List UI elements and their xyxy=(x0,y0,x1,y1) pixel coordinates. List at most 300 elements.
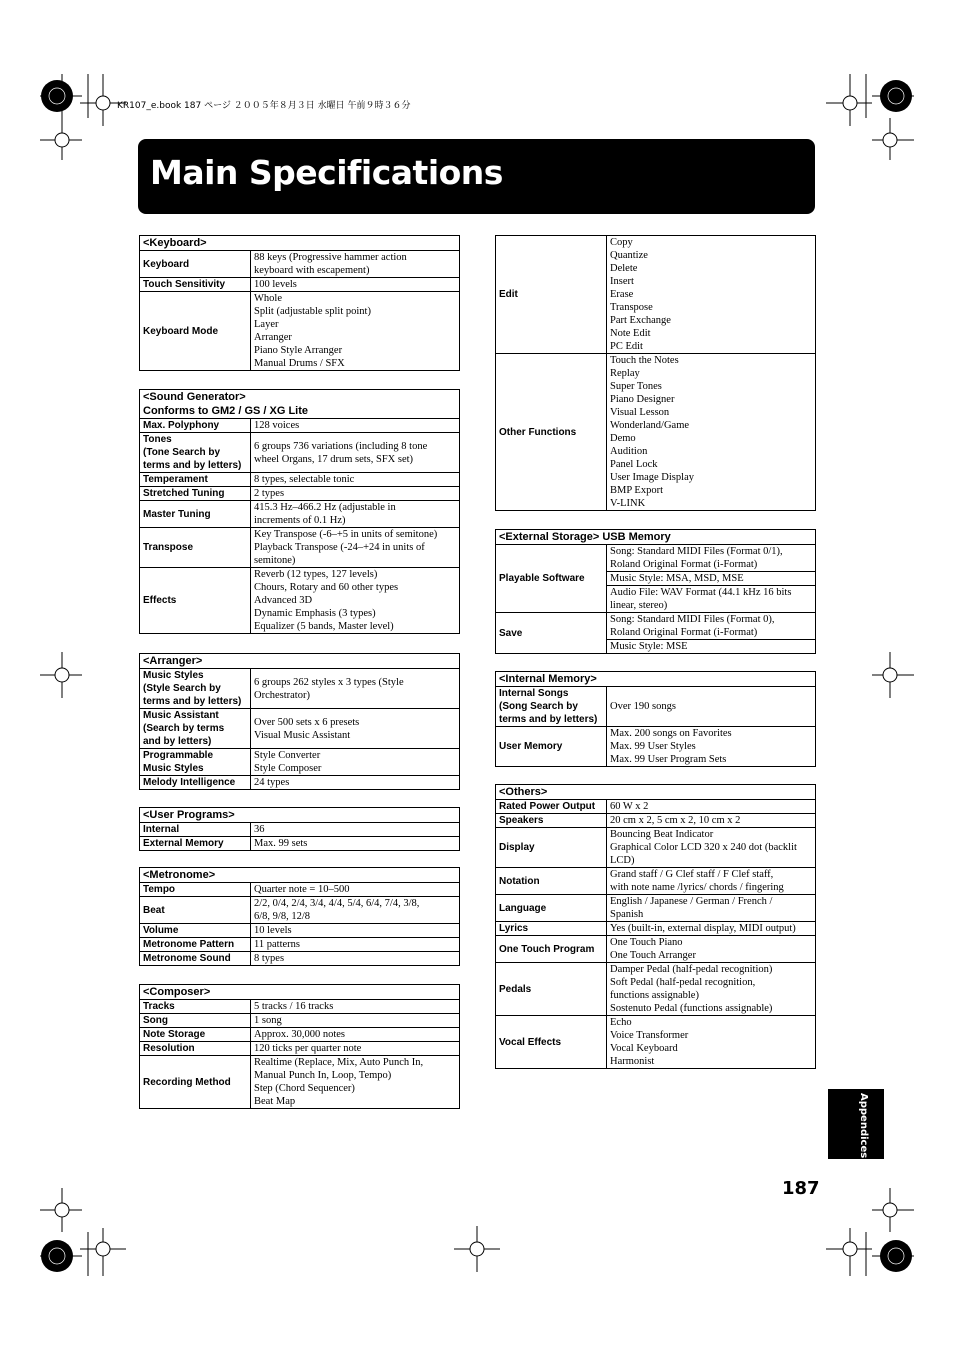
spec-label-line: Metronome Pattern xyxy=(143,939,235,950)
composer-table xyxy=(139,984,460,1109)
keyboard-table xyxy=(139,235,460,371)
spec-label xyxy=(496,868,607,895)
spec-value-line: 36 xyxy=(254,824,265,835)
spec-value-line: wheel Organs, 17 drum sets, SFX set) xyxy=(254,453,414,465)
section-title: <Others> xyxy=(499,786,548,798)
spec-value xyxy=(607,572,816,586)
spec-value-line: Equalizer (5 bands, Master level) xyxy=(254,621,394,632)
spec-value-line: 2/2, 0/4, 2/4, 3/4, 4/4, 5/4, 6/4, 7/4, 3/8, xyxy=(254,898,420,909)
spec-label xyxy=(496,963,607,1016)
spec-row xyxy=(496,354,816,511)
spec-value-line: One Touch Arranger xyxy=(610,950,696,961)
section-header xyxy=(496,530,816,545)
spec-row xyxy=(140,501,460,528)
spec-value xyxy=(251,1042,460,1056)
spec-label-line: Lyrics xyxy=(499,923,529,934)
section-subtitle: Conforms to GM2 / GS / XG Lite xyxy=(143,405,309,417)
spec-row xyxy=(140,837,460,851)
spec-value xyxy=(251,251,460,278)
spec-row xyxy=(496,922,816,936)
spec-value-line: Spanish xyxy=(610,909,644,920)
spec-value xyxy=(251,433,460,473)
spec-value-line: Touch the Notes xyxy=(610,355,679,366)
spec-value xyxy=(607,640,816,654)
spec-row xyxy=(496,895,816,922)
spec-value-line: 8 types, selectable tonic xyxy=(254,474,355,485)
spec-value-line: User Image Display xyxy=(610,472,694,483)
spec-label xyxy=(140,669,251,709)
spec-value-line: Layer xyxy=(254,319,279,330)
spec-label xyxy=(140,1042,251,1056)
spec-value xyxy=(607,613,816,640)
spec-value-line: Yes (built-in, external display, MIDI output) xyxy=(610,923,796,934)
spec-value-line: keyboard with escapement) xyxy=(254,265,370,276)
spec-value-line: 6 groups 262 styles x 3 types (Style xyxy=(254,676,404,688)
spec-label xyxy=(140,501,251,528)
spec-row xyxy=(496,936,816,963)
spec-label xyxy=(140,749,251,776)
spec-label-line: Display xyxy=(499,842,535,853)
spec-label xyxy=(496,545,607,613)
spec-row xyxy=(496,814,816,828)
spec-value-line: Echo xyxy=(610,1017,632,1028)
spec-label-line: Transpose xyxy=(143,542,194,553)
spec-value-line: Chours, Rotary and 60 other types xyxy=(254,582,399,593)
spec-value xyxy=(607,963,816,1016)
spec-value-line: Graphical Color LCD 320 x 240 dot (backlit xyxy=(610,842,797,853)
spec-row xyxy=(496,963,816,1016)
section-title: <Sound Generator> xyxy=(143,391,246,403)
spec-value-line: Voice Transformer xyxy=(610,1030,689,1041)
spec-label-line: Tones xyxy=(143,434,172,445)
spec-row xyxy=(140,823,460,837)
title-banner xyxy=(138,139,815,214)
section-header-row xyxy=(140,985,460,1000)
spec-value xyxy=(251,1056,460,1109)
spec-label-line: terms and by letters) xyxy=(499,714,598,725)
spec-value xyxy=(607,727,816,767)
spec-value-line: Audition xyxy=(610,446,648,457)
spec-value-line: One Touch Piano xyxy=(610,937,683,948)
section-header-row xyxy=(496,530,816,545)
spec-value-line: Quantize xyxy=(610,250,648,261)
spec-value xyxy=(251,1000,460,1014)
spec-value-line: Whole xyxy=(254,293,282,304)
spec-value xyxy=(251,473,460,487)
spec-value xyxy=(607,936,816,963)
spec-label xyxy=(140,528,251,568)
spec-label xyxy=(140,1028,251,1042)
spec-label-line: Max. Polyphony xyxy=(143,420,220,431)
spec-value xyxy=(607,868,816,895)
spec-value-line: Roland Original Format (i-Format) xyxy=(610,559,758,570)
spec-label-line: Volume xyxy=(143,925,179,936)
spec-label-line: (Tone Search by xyxy=(143,447,221,458)
spec-label xyxy=(496,814,607,828)
spec-value-line: 2 types xyxy=(254,488,285,499)
spec-value-line: Reverb (12 types, 127 levels) xyxy=(254,569,378,580)
spec-label-line: (Search by terms xyxy=(143,723,225,734)
spec-value-line: Grand staff / G Clef staff / F Clef staff, xyxy=(610,869,774,880)
section-header xyxy=(140,868,460,883)
section-title: <Arranger> xyxy=(143,655,203,667)
spec-value-line: BMP Export xyxy=(610,485,663,496)
spec-value-line: Song: Standard MIDI Files (Format 0), xyxy=(610,614,775,625)
section-header-row xyxy=(140,654,460,669)
spec-value-line: 8 types xyxy=(254,953,285,964)
spec-label xyxy=(496,613,607,654)
section-header-row xyxy=(140,236,460,251)
spec-value-line: Orchestrator) xyxy=(254,689,310,701)
spec-value xyxy=(251,568,460,634)
spec-value-line: 128 voices xyxy=(254,420,300,431)
spec-value-line: Step (Chord Sequencer) xyxy=(254,1083,355,1094)
spec-label-line: Internal xyxy=(143,824,180,835)
spec-value-line: Vocal Keyboard xyxy=(610,1043,678,1054)
spec-row xyxy=(496,800,816,814)
spec-value-line: Max. 99 sets xyxy=(254,838,308,849)
spec-label-line: Notation xyxy=(499,875,540,887)
spec-value xyxy=(251,897,460,924)
spec-value-line: Delete xyxy=(610,263,638,274)
spec-value-line: 100 levels xyxy=(254,279,297,290)
section-header-row xyxy=(140,390,460,419)
spec-value-line: functions assignable) xyxy=(610,990,699,1001)
spec-row xyxy=(140,709,460,749)
spec-value-line: Damper Pedal (half-pedal recognition) xyxy=(610,964,773,975)
spec-value xyxy=(251,709,460,749)
spec-value xyxy=(251,501,460,528)
spec-label xyxy=(140,487,251,501)
page-title: Main Specifications xyxy=(150,153,503,192)
sound-generator-table xyxy=(139,389,460,634)
spec-value-line: Super Tones xyxy=(610,381,662,392)
spec-value xyxy=(251,823,460,837)
spec-row xyxy=(140,1056,460,1109)
spec-label xyxy=(140,1000,251,1014)
spec-label-line: Resolution xyxy=(143,1043,195,1054)
spec-value-line: Wonderland/Game xyxy=(610,420,690,431)
spec-label-line: Keyboard xyxy=(143,258,190,270)
spec-value xyxy=(251,1028,460,1042)
section-header xyxy=(140,390,460,419)
spec-label xyxy=(140,251,251,278)
spec-label-line: terms and by letters) xyxy=(143,460,242,471)
spec-label xyxy=(140,938,251,952)
spec-value-line: Insert xyxy=(610,276,634,287)
spec-value-line: Over 500 sets x 6 presets xyxy=(254,716,360,728)
spec-value-line: Key Transpose (-6–+5 in units of semitone) xyxy=(254,529,438,540)
spec-label-line: Metronome Sound xyxy=(143,953,231,964)
spec-label-line: Touch Sensitivity xyxy=(143,279,226,290)
spec-row xyxy=(140,1014,460,1028)
spec-value-line: Quarter note = 10–500 xyxy=(254,884,350,895)
section-header-row xyxy=(496,672,816,687)
spec-row xyxy=(140,487,460,501)
spec-label xyxy=(140,1056,251,1109)
user-programs-table xyxy=(139,807,460,851)
spec-label-line: Note Storage xyxy=(143,1029,206,1040)
spec-row xyxy=(496,687,816,727)
spec-label xyxy=(496,828,607,868)
spec-label-line: Programmable xyxy=(143,750,214,761)
section-title: <Keyboard> xyxy=(143,237,207,249)
spec-value xyxy=(607,687,816,727)
spec-value-line: 60 W x 2 xyxy=(610,801,649,812)
spec-value-line: with note name /lyrics/ chords / fingering xyxy=(610,882,784,893)
spec-row xyxy=(140,1028,460,1042)
spec-label-line: Internal Songs xyxy=(499,688,569,699)
spec-value-line: Visual Lesson xyxy=(610,407,670,418)
spec-label xyxy=(140,924,251,938)
spec-value xyxy=(251,419,460,433)
spec-value-line: 6 groups 736 variations (including 8 tone xyxy=(254,440,428,452)
spec-value-line: Panel Lock xyxy=(610,459,658,470)
metronome-table xyxy=(139,867,460,966)
spec-label xyxy=(140,419,251,433)
spec-label-line: Music Assistant xyxy=(143,710,219,721)
functions-table xyxy=(495,235,816,511)
spec-row xyxy=(140,278,460,292)
spec-label-line: terms and by letters) xyxy=(143,696,242,707)
spec-value-line: Realtime (Replace, Mix, Auto Punch In, xyxy=(254,1057,424,1068)
spec-label xyxy=(496,1016,607,1069)
spec-label xyxy=(140,952,251,966)
spec-label xyxy=(140,433,251,473)
spec-value xyxy=(607,586,816,613)
spec-row xyxy=(140,1000,460,1014)
spec-row xyxy=(140,528,460,568)
spec-label xyxy=(496,687,607,727)
spec-label-line: Master Tuning xyxy=(143,508,211,520)
section-title: <Metronome> xyxy=(143,869,216,881)
spec-value-line: 20 cm x 2, 5 cm x 2, 10 cm x 2 xyxy=(610,815,741,826)
spec-value-line: Playback Transpose (-24–+24 in units of xyxy=(254,542,425,553)
page-number: 187 xyxy=(782,1178,820,1199)
spec-value-line: Visual Music Assistant xyxy=(254,729,351,741)
spec-label xyxy=(496,936,607,963)
spec-label xyxy=(496,922,607,936)
spec-value xyxy=(607,814,816,828)
internal-memory-table xyxy=(495,671,816,767)
spec-label xyxy=(496,895,607,922)
spec-row xyxy=(140,749,460,776)
spec-label xyxy=(140,568,251,634)
spec-label xyxy=(496,236,607,354)
file-header-line: KR107_e.book 187 ページ ２００５年８月３日 水曜日 午前９時３６分 xyxy=(117,101,411,111)
spec-value-line: Arranger xyxy=(254,332,292,343)
spec-label-line: (Style Search by xyxy=(143,683,221,694)
spec-value-line: Beat Map xyxy=(254,1096,296,1107)
spec-label xyxy=(140,473,251,487)
spec-row xyxy=(496,1016,816,1069)
spec-value xyxy=(251,669,460,709)
spec-value-line: Piano Style Arranger xyxy=(254,345,343,356)
spec-label xyxy=(140,823,251,837)
section-header-row xyxy=(140,808,460,823)
spec-value-line: 415.3 Hz–466.2 Hz (adjustable in xyxy=(254,502,396,513)
spec-value-line: Soft Pedal (half-pedal recognition, xyxy=(610,977,756,988)
spec-value-line: Piano Designer xyxy=(610,394,675,405)
spec-value-line: Part Exchange xyxy=(610,315,671,326)
spec-label-line: Tracks xyxy=(143,1001,175,1012)
spec-label-line: Vocal Effects xyxy=(499,1036,562,1048)
section-header xyxy=(140,985,460,1000)
spec-label-line: One Touch Program xyxy=(499,943,595,955)
spec-value-line: Song: Standard MIDI Files (Format 0/1), xyxy=(610,546,783,557)
spec-value xyxy=(251,776,460,790)
spec-row xyxy=(140,568,460,634)
spec-value xyxy=(251,1014,460,1028)
spec-label-line: Save xyxy=(499,627,523,639)
spec-value-line: Max. 99 User Styles xyxy=(610,741,696,752)
spec-value-line: 11 patterns xyxy=(254,939,300,950)
spec-value xyxy=(607,895,816,922)
spec-value-line: Erase xyxy=(610,289,634,300)
spec-label xyxy=(140,897,251,924)
spec-value-line: Replay xyxy=(610,368,640,379)
spec-value xyxy=(607,1016,816,1069)
spec-value-line: 5 tracks / 16 tracks xyxy=(254,1001,334,1012)
spec-label-line: Edit xyxy=(499,289,518,300)
spec-row xyxy=(496,727,816,767)
spec-row xyxy=(496,613,816,640)
section-header xyxy=(496,785,816,800)
spec-value xyxy=(607,800,816,814)
spec-row xyxy=(140,883,460,897)
spec-label-line: Temperament xyxy=(143,474,208,485)
spec-row xyxy=(140,924,460,938)
spec-row xyxy=(140,419,460,433)
spec-row xyxy=(496,828,816,868)
spec-label-line: Other Functions xyxy=(499,426,577,438)
section-header xyxy=(140,808,460,823)
spec-value xyxy=(251,278,460,292)
spec-row xyxy=(140,776,460,790)
spec-value-line: 88 keys (Progressive hammer action xyxy=(254,252,407,263)
spec-label-line: Melody Intelligence xyxy=(143,777,236,788)
spec-label-line: Recording Method xyxy=(143,1076,231,1088)
spec-value-line: 6/8, 9/8, 12/8 xyxy=(254,911,311,922)
spec-label-line: Music Styles xyxy=(143,763,204,774)
spec-label-line: Tempo xyxy=(143,884,176,895)
section-title: <User Programs> xyxy=(143,809,235,821)
section-title: <External Storage> USB Memory xyxy=(499,531,671,543)
spec-row xyxy=(140,433,460,473)
spec-value xyxy=(607,828,816,868)
spec-value-line: Roland Original Format (i-Format) xyxy=(610,627,758,638)
spec-value-line: Audio File: WAV Format (44.1 kHz 16 bits xyxy=(610,587,792,598)
spec-value-line: semitone) xyxy=(254,555,296,566)
spec-label-line: Effects xyxy=(143,595,177,606)
spec-row xyxy=(496,545,816,572)
spec-value xyxy=(251,292,460,371)
spec-value-line: Split (adjustable split point) xyxy=(254,306,371,317)
spec-label-line: External Memory xyxy=(143,838,224,849)
spec-row xyxy=(140,938,460,952)
spec-value xyxy=(251,924,460,938)
spec-label-line: and by letters) xyxy=(143,736,212,747)
spec-row xyxy=(496,236,816,354)
spec-value xyxy=(607,545,816,572)
spec-value xyxy=(251,938,460,952)
spec-label xyxy=(496,800,607,814)
spec-value-line: Manual Punch In, Loop, Tempo) xyxy=(254,1070,392,1081)
spec-value-line: LCD) xyxy=(610,855,635,866)
spec-label-line: Song xyxy=(143,1015,168,1026)
spec-label xyxy=(140,1014,251,1028)
external-storage-table xyxy=(495,529,816,654)
spec-value-line: linear, stereo) xyxy=(610,600,668,611)
spec-label-line: Beat xyxy=(143,904,165,916)
spec-row xyxy=(140,473,460,487)
spec-value xyxy=(251,883,460,897)
spec-row xyxy=(140,1042,460,1056)
spec-value-line: Max. 99 User Program Sets xyxy=(610,754,727,765)
spec-label xyxy=(140,709,251,749)
spec-value xyxy=(607,922,816,936)
spec-value-line: increments of 0.1 Hz) xyxy=(254,515,346,526)
spec-value xyxy=(607,354,816,511)
section-header xyxy=(496,672,816,687)
spec-value-line: PC Edit xyxy=(610,341,643,352)
spec-label-line: Keyboard Mode xyxy=(143,325,219,337)
appendices-tab xyxy=(828,1089,884,1159)
spec-label-line: Speakers xyxy=(499,815,544,826)
spec-label xyxy=(140,292,251,371)
section-header xyxy=(140,236,460,251)
section-title: <Internal Memory> xyxy=(499,673,597,685)
spec-label-line: Rated Power Output xyxy=(499,801,596,812)
spec-value-line: Over 190 songs xyxy=(610,701,676,712)
spec-value-line: Bouncing Beat Indicator xyxy=(610,829,714,840)
spec-value xyxy=(251,528,460,568)
spec-value-line: Music Style: MSE xyxy=(610,641,688,652)
spec-label xyxy=(140,883,251,897)
spec-value-line: 24 types xyxy=(254,777,290,788)
appendices-tab-label: Appendices xyxy=(858,1093,869,1159)
section-header-row xyxy=(496,785,816,800)
spec-value-line: Manual Drums / SFX xyxy=(254,358,345,369)
spec-label xyxy=(140,837,251,851)
spec-value-line: Sostenuto Pedal (functions assignable) xyxy=(610,1003,773,1014)
spec-value-line: 10 levels xyxy=(254,925,292,936)
spec-value-line: Advanced 3D xyxy=(254,595,313,606)
spec-value xyxy=(251,952,460,966)
spec-value xyxy=(251,837,460,851)
spec-value-line: 120 ticks per quarter note xyxy=(254,1043,362,1054)
spec-label-line: User Memory xyxy=(499,741,563,752)
spec-label-line: (Song Search by xyxy=(499,701,578,712)
spec-value-line: Max. 200 songs on Favorites xyxy=(610,728,732,739)
section-header xyxy=(140,654,460,669)
others-table xyxy=(495,784,816,1069)
spec-value-line: Music Style: MSA, MSD, MSE xyxy=(610,573,744,584)
spec-value-line: Style Converter xyxy=(254,750,321,761)
spec-row xyxy=(496,868,816,895)
spec-label-line: Pedals xyxy=(499,983,532,995)
spec-row xyxy=(140,669,460,709)
spec-value-line: Note Edit xyxy=(610,328,651,339)
spec-label-line: Music Styles xyxy=(143,670,204,681)
spec-row xyxy=(140,292,460,371)
section-title: <Composer> xyxy=(143,986,211,998)
spec-value-line: V-LINK xyxy=(610,498,646,509)
spec-value xyxy=(251,487,460,501)
spec-row xyxy=(140,897,460,924)
spec-row xyxy=(140,251,460,278)
spec-value-line: Demo xyxy=(610,433,636,444)
